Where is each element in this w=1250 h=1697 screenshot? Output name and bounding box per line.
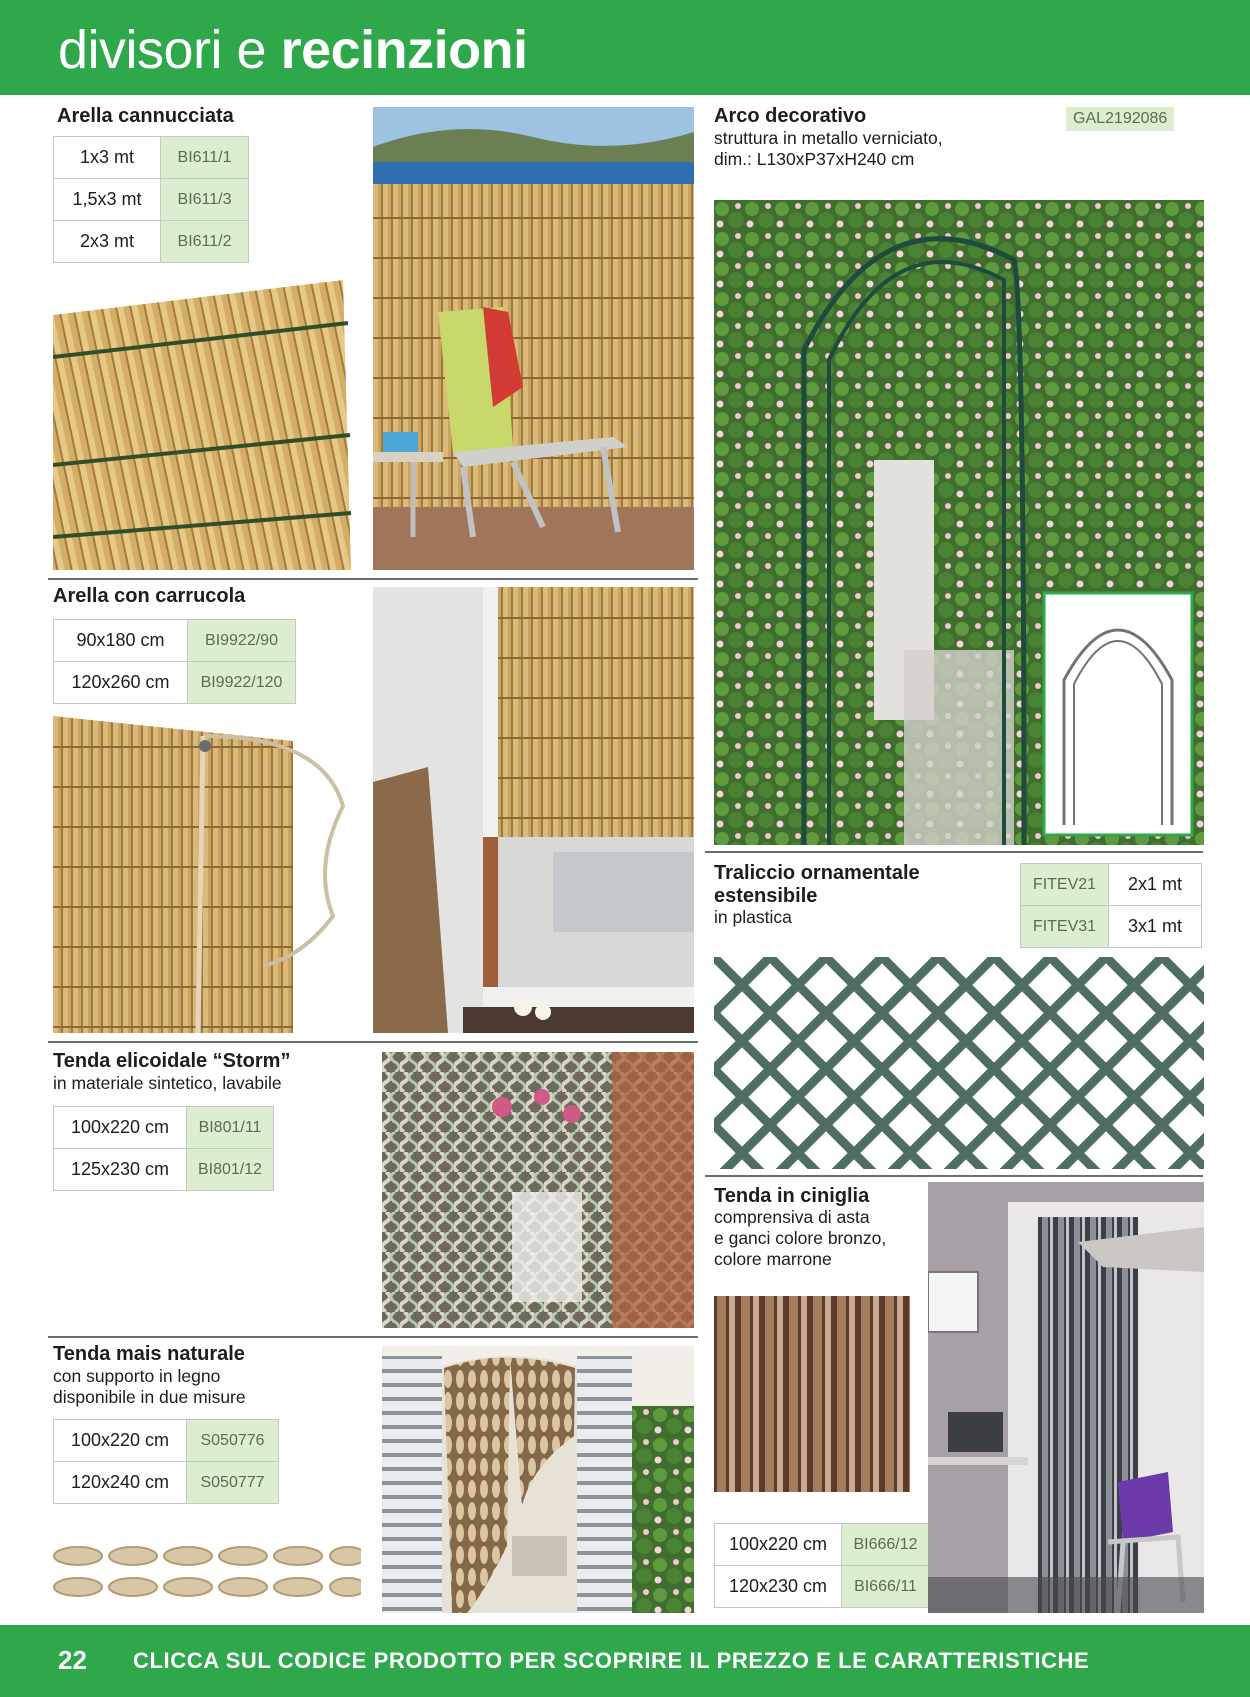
title-light: divisori e bbox=[58, 20, 281, 80]
reed-blind-door-image bbox=[373, 587, 694, 1033]
table-row bbox=[54, 179, 249, 221]
arco-desc-line2: dim.: L130xP37xH240 cm bbox=[714, 149, 915, 169]
reed-mat-roll-image bbox=[53, 275, 351, 570]
size-dim: 125x230 cm bbox=[54, 1149, 187, 1191]
table-row bbox=[715, 1524, 930, 1566]
page-title bbox=[58, 20, 528, 80]
arella-cannucciata-title: Arella cannucciata bbox=[57, 105, 234, 127]
table-row bbox=[1021, 864, 1202, 906]
ciniglia-size-table bbox=[714, 1523, 930, 1608]
table-row bbox=[1021, 906, 1202, 948]
arella-cannucciata-size-table bbox=[53, 136, 249, 263]
page-number: 22 bbox=[58, 1645, 87, 1675]
reed-fence-terrace-image bbox=[373, 107, 694, 570]
table-row bbox=[715, 1566, 930, 1608]
size-dim: 2x1 mt bbox=[1109, 864, 1202, 906]
size-dim: 1x3 mt bbox=[54, 137, 161, 179]
table-row bbox=[54, 620, 296, 662]
size-dim: 120x230 cm bbox=[715, 1566, 842, 1608]
plastic-trellis-image bbox=[714, 957, 1204, 1169]
footer-cta: CLICCA SUL CODICE PRODOTTO PER SCOPRIRE IL PREZZO E LE CARATTERISTICHE bbox=[133, 1648, 1090, 1673]
arco-desc-line1: struttura in metallo verniciato, bbox=[714, 128, 943, 148]
table-row bbox=[54, 221, 249, 263]
tenda-mais-desc-line1: con supporto in legno bbox=[53, 1366, 221, 1386]
section-divider bbox=[705, 1175, 1203, 1177]
size-dim: 90x180 cm bbox=[54, 620, 188, 662]
table-row bbox=[54, 1420, 279, 1462]
product-code-link[interactable]: BI666/11 bbox=[842, 1566, 930, 1608]
section-divider bbox=[48, 578, 698, 580]
table-row bbox=[54, 1107, 274, 1149]
size-dim: 1,5x3 mt bbox=[54, 179, 161, 221]
corn-curtain-doorway-image bbox=[382, 1346, 694, 1613]
tenda-mais-size-table bbox=[53, 1419, 279, 1504]
corn-strand-detail-image bbox=[53, 1540, 361, 1605]
rose-arch-garden-image bbox=[714, 200, 1204, 845]
reed-roller-blind-image bbox=[53, 716, 351, 1033]
size-dim: 100x220 cm bbox=[54, 1420, 187, 1462]
section-divider bbox=[705, 851, 1203, 853]
arella-carrucola-title: Arella con carrucola bbox=[53, 585, 246, 607]
ciniglia-desc-line1: comprensiva di asta bbox=[714, 1207, 870, 1227]
title-bold: recinzioni bbox=[280, 20, 528, 80]
ciniglia-title: Tenda in ciniglia bbox=[714, 1185, 870, 1207]
size-dim: 100x220 cm bbox=[715, 1524, 842, 1566]
traliccio-desc: in plastica bbox=[714, 907, 792, 927]
product-code-link[interactable]: FITEV21 bbox=[1021, 864, 1109, 906]
product-code-link[interactable]: S050777 bbox=[187, 1462, 279, 1504]
product-code-link[interactable]: BI611/3 bbox=[161, 179, 249, 221]
size-dim: 2x3 mt bbox=[54, 221, 161, 263]
product-code-link[interactable]: BI9922/120 bbox=[188, 662, 296, 704]
size-dim: 120x240 cm bbox=[54, 1462, 187, 1504]
table-row bbox=[54, 662, 296, 704]
ciniglia-desc-line3: colore marrone bbox=[714, 1249, 832, 1269]
size-dim: 100x220 cm bbox=[54, 1107, 187, 1149]
product-code-link[interactable]: BI611/1 bbox=[161, 137, 249, 179]
section-divider bbox=[48, 1336, 698, 1338]
table-row bbox=[54, 137, 249, 179]
arco-title: Arco decorativo bbox=[714, 105, 867, 127]
tenda-storm-title: Tenda elicoidale “Storm” bbox=[53, 1050, 291, 1072]
traliccio-size-table bbox=[1020, 863, 1202, 948]
page-header bbox=[0, 0, 1250, 95]
arco-code-link[interactable]: GAL2192086 bbox=[1066, 107, 1174, 131]
table-row bbox=[54, 1462, 279, 1504]
size-dim: 3x1 mt bbox=[1109, 906, 1202, 948]
product-code-link[interactable]: FITEV31 bbox=[1021, 906, 1109, 948]
section-divider bbox=[48, 1041, 698, 1043]
chenille-swatch-image bbox=[714, 1296, 910, 1492]
product-code-link[interactable]: BI9922/90 bbox=[188, 620, 296, 662]
tenda-mais-title: Tenda mais naturale bbox=[53, 1343, 245, 1365]
arella-carrucola-size-table bbox=[53, 619, 296, 704]
product-code-link[interactable]: BI801/11 bbox=[187, 1107, 274, 1149]
product-code-link[interactable]: BI611/2 bbox=[161, 221, 249, 263]
product-code-link[interactable]: S050776 bbox=[187, 1420, 279, 1462]
traliccio-title-line1: Traliccio ornamentale bbox=[714, 862, 920, 884]
size-dim: 120x260 cm bbox=[54, 662, 188, 704]
tenda-mais-desc-line2: disponibile in due misure bbox=[53, 1387, 246, 1407]
chenille-curtain-room-image bbox=[928, 1182, 1204, 1613]
page-footer bbox=[0, 1625, 1250, 1697]
tenda-storm-size-table bbox=[53, 1106, 274, 1191]
product-code-link[interactable]: BI801/12 bbox=[187, 1149, 274, 1191]
spiral-curtain-image bbox=[382, 1052, 694, 1328]
tenda-storm-desc: in materiale sintetico, lavabile bbox=[53, 1073, 282, 1093]
traliccio-title-line2: estensibile bbox=[714, 885, 818, 907]
table-row bbox=[54, 1149, 274, 1191]
product-code-link[interactable]: BI666/12 bbox=[842, 1524, 930, 1566]
ciniglia-desc-line2: e ganci colore bronzo, bbox=[714, 1228, 887, 1248]
